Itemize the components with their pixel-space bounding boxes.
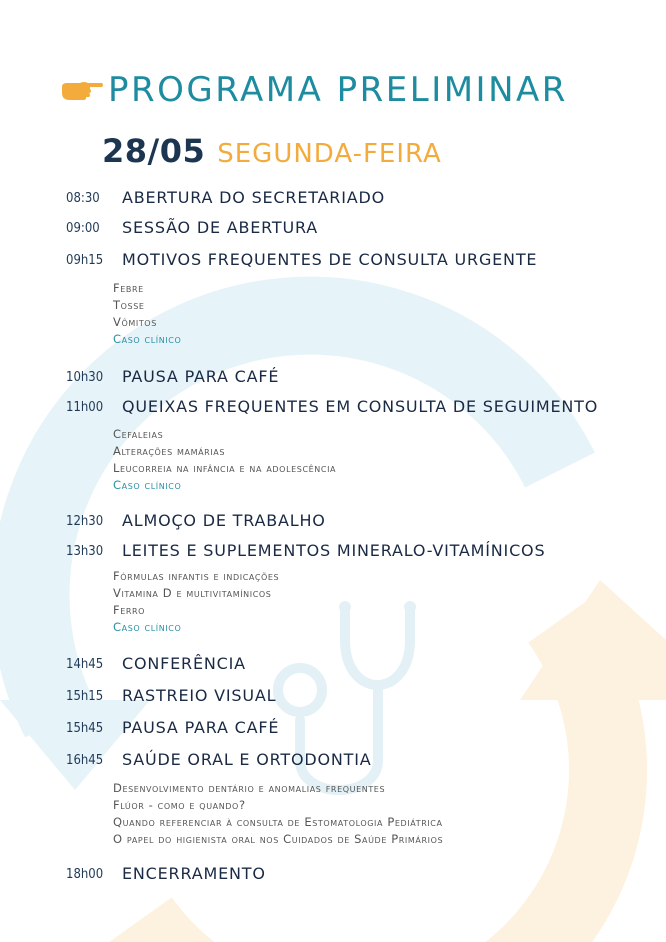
- entry-topics: [113, 568, 613, 636]
- topic-item: Cefaleias: [113, 427, 164, 441]
- entry-time: 15h15: [66, 689, 104, 704]
- topic-item: Tosse: [113, 298, 145, 312]
- topic-item: Fórmulas infantis e indicações: [113, 569, 280, 583]
- entry-time: 10h30: [66, 370, 104, 385]
- page-title: PROGRAMA PRELIMINAR: [108, 70, 568, 110]
- topic-item: Flúor - como e quando?: [113, 798, 246, 812]
- title-row: [60, 70, 568, 110]
- topic-item: Vômitos: [113, 315, 157, 329]
- case-study-item: Caso clínico: [113, 332, 182, 346]
- entry-title: SAÚDE ORAL E ORTODONTIA: [122, 750, 372, 769]
- entry-time: 14h45: [66, 657, 104, 672]
- entry-title: ENCERRAMENTO: [122, 864, 266, 883]
- entry-title: PAUSA PARA CAFÉ: [122, 367, 280, 386]
- topic-item: Alterações mamárias: [113, 444, 226, 458]
- entry-time: 09:00: [66, 221, 100, 236]
- entry-time: 13h30: [66, 544, 104, 559]
- weekday-text: SEGUNDA-FEIRA: [217, 139, 442, 169]
- case-study-item: Caso clínico: [113, 620, 182, 634]
- entry-topics: [113, 426, 613, 494]
- date-row: [102, 132, 442, 170]
- entry-time: 11h00: [66, 400, 104, 415]
- entry-title: CONFERÊNCIA: [122, 654, 246, 673]
- entry-time: 12h30: [66, 514, 104, 529]
- entry-title: ALMOÇO DE TRABALHO: [122, 511, 326, 530]
- entry-title: LEITES E SUPLEMENTOS MINERALO-VITAMÍNICOS: [122, 541, 546, 560]
- entry-time: 18h00: [66, 867, 104, 882]
- entry-title: ABERTURA DO SECRETARIADO: [122, 188, 386, 207]
- topic-item: Vitamina D e multivitamínicos: [113, 586, 272, 600]
- entry-time: 16h45: [66, 753, 104, 768]
- entry-time: 15h45: [66, 721, 104, 736]
- topic-item: Ferro: [113, 603, 146, 617]
- topic-item: Febre: [113, 281, 144, 295]
- entry-title: MOTIVOS FREQUENTES DE CONSULTA URGENTE: [122, 250, 538, 269]
- entry-time: 09h15: [66, 253, 104, 268]
- entry-title: RASTREIO VISUAL: [122, 686, 277, 705]
- entry-topics: [113, 780, 613, 848]
- topic-item: Desenvolvimento dentário e anomalias frequentes: [113, 781, 386, 795]
- case-study-item: Caso clínico: [113, 478, 182, 492]
- entry-title: SESSÃO DE ABERTURA: [122, 218, 319, 237]
- date-text: 28/05: [102, 132, 206, 170]
- topic-item: Quando referenciar à consulta de Estomatologia Pediátrica: [113, 815, 443, 829]
- topic-item: O papel do higienista oral nos Cuidados de Saúde Primários: [113, 832, 444, 846]
- entry-title: PAUSA PARA CAFÉ: [122, 718, 280, 737]
- entry-topics: [113, 280, 613, 348]
- entry-time: 08:30: [66, 191, 100, 206]
- topic-item: Leucorreia na infância e na adolescência: [113, 461, 337, 475]
- pointing-hand-icon: [60, 78, 104, 102]
- entry-title: QUEIXAS FREQUENTES EM CONSULTA DE SEGUIMENTO: [122, 397, 599, 416]
